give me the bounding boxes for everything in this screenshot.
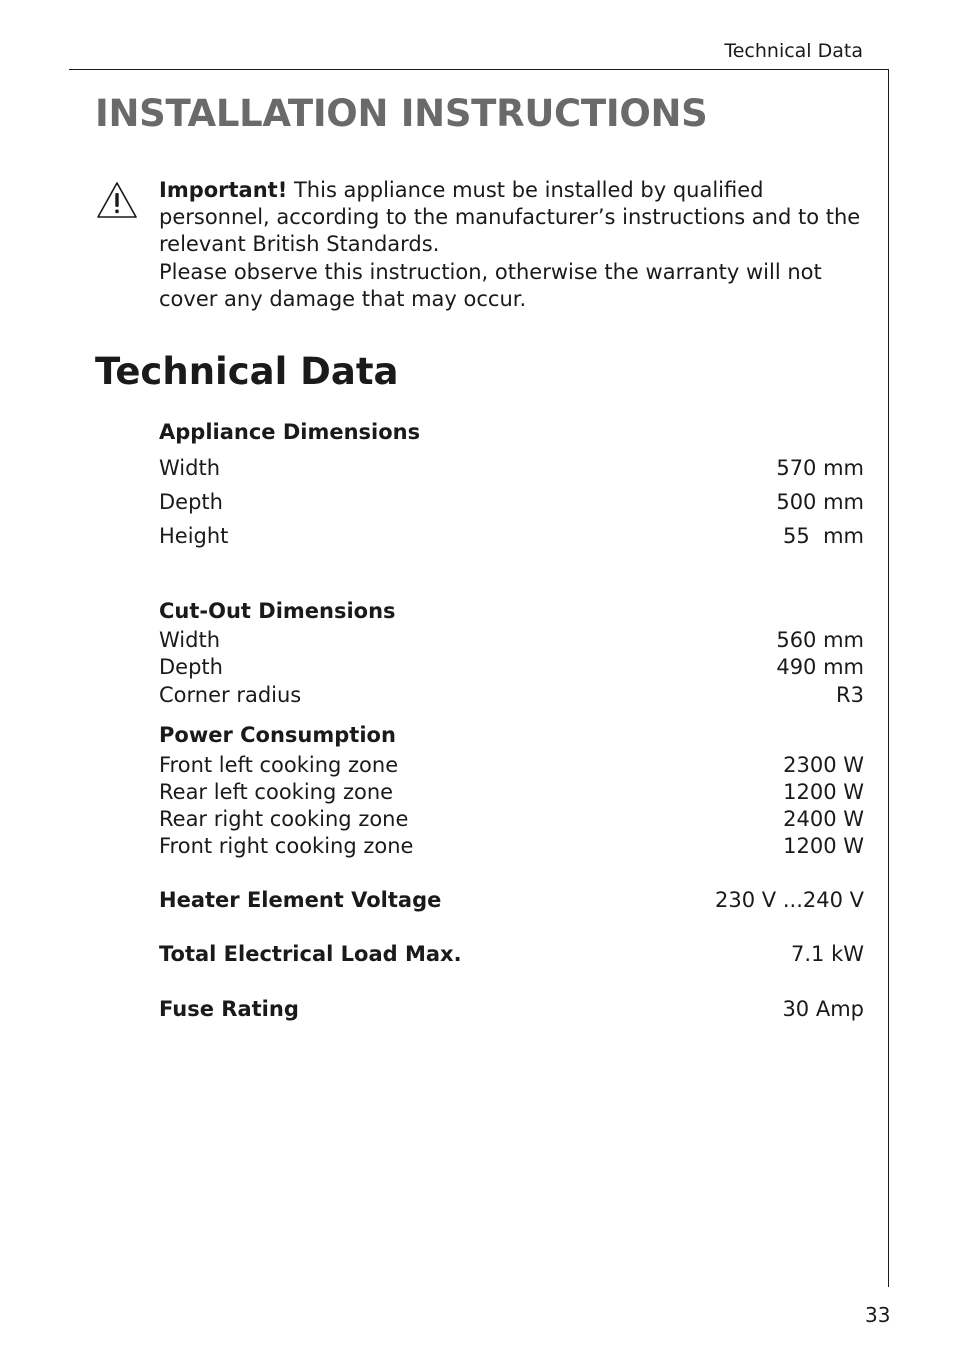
row-value: 230 V ...240 V xyxy=(715,888,864,912)
rear-right-zone-row xyxy=(159,807,864,831)
warning-triangle-icon xyxy=(95,180,139,220)
row-value: 570 mm xyxy=(776,456,864,480)
cutout-dimensions-title: Cut-Out Dimensions xyxy=(159,599,396,623)
cutout-depth-row xyxy=(159,655,864,679)
technical-data-heading: Technical Data xyxy=(95,350,399,393)
row-value: 2300 W xyxy=(783,753,864,777)
row-label: Height xyxy=(159,524,229,548)
row-label: Front left cooking zone xyxy=(159,753,399,777)
row-value: R3 xyxy=(836,683,864,707)
row-value: 1200 W xyxy=(783,780,864,804)
row-value: 490 mm xyxy=(776,655,864,679)
observe-text: Please observe this instruction, otherwise the warranty will not cover any damage that may occur. xyxy=(159,259,822,311)
header-rule xyxy=(69,69,889,70)
row-value: 30 Amp xyxy=(782,997,864,1021)
front-right-zone-row xyxy=(159,834,864,858)
important-label: Important! xyxy=(159,178,288,202)
front-left-zone-row xyxy=(159,753,864,777)
row-label: Rear left cooking zone xyxy=(159,780,394,804)
margin-rule xyxy=(888,69,889,1287)
row-label: Rear right cooking zone xyxy=(159,807,409,831)
installation-heading: INSTALLATION INSTRUCTIONS xyxy=(95,92,708,135)
row-label: Front right cooking zone xyxy=(159,834,414,858)
row-label: Width xyxy=(159,628,221,652)
cutout-corner-radius-row xyxy=(159,683,864,707)
appliance-depth-row xyxy=(159,490,864,514)
cutout-width-row xyxy=(159,628,864,652)
row-label: Corner radius xyxy=(159,683,302,707)
running-head: Technical Data xyxy=(724,40,863,62)
power-consumption-title: Power Consumption xyxy=(159,723,396,747)
row-label: Heater Element Voltage xyxy=(159,888,442,912)
row-label: Fuse Rating xyxy=(159,997,299,1021)
page-number: 33 xyxy=(865,1303,891,1327)
row-value: 500 mm xyxy=(776,490,864,514)
row-label: Depth xyxy=(159,490,223,514)
heater-voltage-row xyxy=(159,888,864,912)
important-text: This appliance must be installed by qualified personnel, according to the manufacturer’s instructions and to the relevant British Standards. xyxy=(159,178,861,257)
fuse-rating-row xyxy=(159,997,864,1021)
row-value: 7.1 kW xyxy=(791,942,864,966)
row-value: 55 mm xyxy=(783,524,864,548)
total-load-row xyxy=(159,942,864,966)
row-label: Width xyxy=(159,456,221,480)
row-value: 1200 W xyxy=(783,834,864,858)
appliance-dimensions-title: Appliance Dimensions xyxy=(159,420,421,444)
appliance-height-row xyxy=(159,524,864,548)
row-value: 2400 W xyxy=(783,807,864,831)
row-label: Total Electrical Load Max. xyxy=(159,942,462,966)
row-label: Depth xyxy=(159,655,223,679)
important-notice xyxy=(159,177,871,313)
row-value: 560 mm xyxy=(776,628,864,652)
appliance-width-row xyxy=(159,456,864,480)
rear-left-zone-row xyxy=(159,780,864,804)
